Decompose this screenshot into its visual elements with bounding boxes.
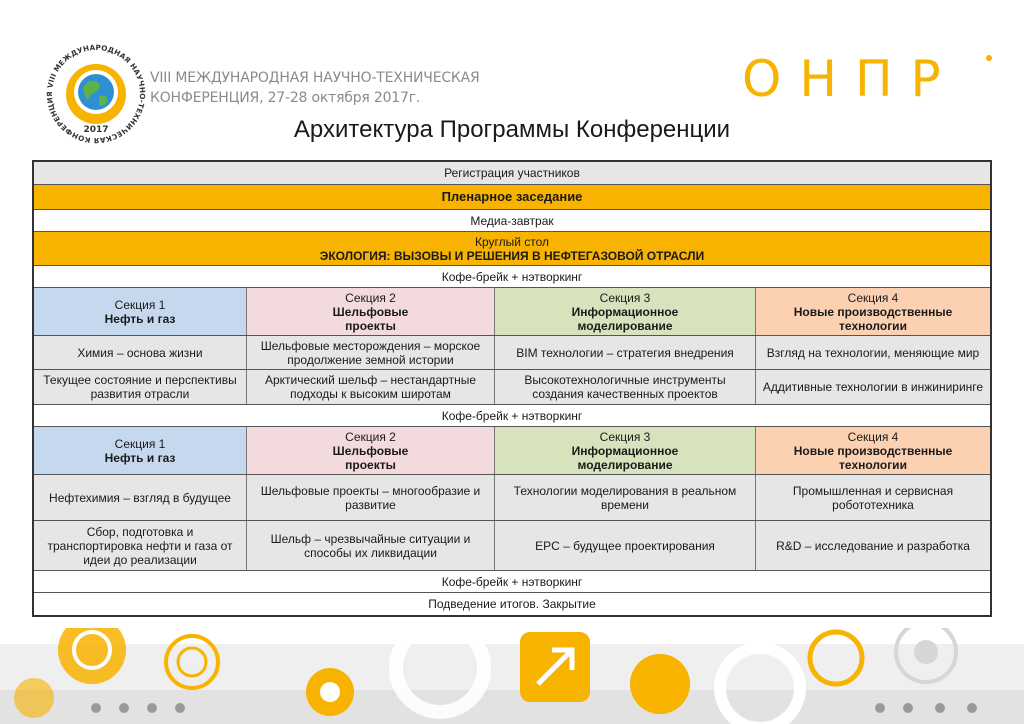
section-label: Секция 3: [599, 429, 651, 444]
section-title: Нефть и газ: [104, 311, 176, 326]
section-title: Информационное моделирование: [571, 443, 679, 472]
session-row: [34, 521, 990, 571]
round-table-label: Круглый стол: [474, 234, 550, 249]
session-cell: Шельфовые месторождения – морское продолжение земной истории: [247, 336, 495, 369]
coffee-break-row: [34, 571, 990, 593]
session-cell: Шельф – чрезвычайные ситуации и способы их ликвидации: [247, 521, 495, 570]
conference-title: [150, 68, 480, 108]
closing-cell: Подведение итогов. Закрытие: [34, 593, 990, 615]
coffee-break-row: [34, 266, 990, 288]
session-row: [34, 336, 990, 370]
media-breakfast-row: [34, 210, 990, 232]
round-table-row: [34, 232, 990, 266]
session-cell: Высокотехнологичные инструменты создания качественных проектов: [495, 370, 756, 404]
registration-cell: Регистрация участников: [34, 162, 990, 184]
section-label: Секция 2: [345, 429, 396, 444]
brand-logo-text: ОНПР: [742, 52, 959, 104]
section-label: Секция 3: [599, 290, 651, 305]
session-cell: BIM технологии – стратегия внедрения: [495, 336, 756, 369]
section-label: Секция 1: [114, 436, 166, 451]
conference-title-line2: КОНФЕРЕНЦИЯ, 27-28 октября 2017г.: [150, 90, 421, 106]
session-cell: EPC – будущее проектирования: [495, 521, 756, 570]
closing-row: [34, 593, 990, 615]
plenary-row: [34, 185, 990, 210]
session-row: [34, 370, 990, 405]
session-cell: Промышленная и сервисная робототехника: [792, 483, 954, 512]
section-3-header: [495, 288, 756, 335]
section-4-header: [756, 288, 990, 335]
round-table-cell: [34, 232, 990, 265]
footer-decoration: [0, 628, 1024, 724]
session-cell: Нефтехимия – взгляд в будущее: [34, 475, 247, 520]
section-label: Секция 4: [847, 290, 899, 305]
sections-header-row: [34, 427, 990, 475]
brand-logo: [742, 52, 994, 104]
session-cell: Сбор, подготовка и транспортировка нефти и газа от идеи до реализации: [34, 521, 247, 570]
session-cell: Текущее состояние и перспективы развития отрасли: [34, 370, 247, 404]
decorative-circle-icon: [14, 678, 54, 718]
coffee-break-cell: Кофе-брейк + нэтворкинг: [34, 571, 990, 592]
coffee-break-cell: Кофе-брейк + нэтворкинг: [34, 266, 990, 287]
logo-year: 2017: [83, 125, 109, 135]
section-title: Шельфовые проекты: [332, 443, 409, 472]
session-row: [34, 475, 990, 521]
session-cell: Химия – основа жизни: [34, 336, 247, 369]
media-breakfast-cell: Медиа-завтрак: [34, 210, 990, 231]
program-table: [32, 160, 992, 617]
round-table-title: ЭКОЛОГИЯ: ВЫЗОВЫ И РЕШЕНИЯ В НЕФТЕГАЗОВОЙ ОТРАСЛИ: [319, 248, 705, 263]
session-cell: Шельфовые проекты – многообразие и развитие: [247, 475, 495, 520]
section-label: Секция 1: [114, 297, 166, 312]
section-title: Информационное моделирование: [571, 304, 679, 333]
conference-title-line1: VIII МЕЖДУНАРОДНАЯ НАУЧНО-ТЕХНИЧЕСКАЯ: [150, 70, 480, 86]
session-cell: Аддитивные технологии в инжиниринге: [762, 380, 984, 394]
sections-header-row: [34, 288, 990, 336]
section-3-header: [495, 427, 756, 474]
page-title: Архитектура Программы Конференции: [293, 116, 731, 143]
coffee-break-row: [34, 405, 990, 427]
section-2-header: [247, 288, 495, 335]
section-title: Новые производственные технологии: [793, 304, 953, 333]
session-cell: Взгляд на технологии, меняющие мир: [766, 345, 980, 360]
plenary-cell: Пленарное заседание: [34, 185, 990, 209]
session-cell: R&D – исследование и разработка: [776, 538, 970, 553]
section-1-header: [34, 427, 247, 474]
session-cell: Технологии моделирования в реальном времени: [495, 475, 756, 520]
registration-row: [34, 162, 990, 185]
session-cell: Арктический шельф – нестандартные подходы к высоким широтам: [247, 370, 495, 404]
section-4-header: [756, 427, 990, 474]
coffee-break-cell: Кофе-брейк + нэтворкинг: [34, 405, 990, 426]
section-title: Новые производственные технологии: [793, 443, 953, 472]
section-label: Секция 4: [847, 429, 899, 444]
decorative-circle-icon: [630, 654, 690, 714]
section-label: Секция 2: [345, 290, 396, 305]
logo-ring-text: VIII МЕЖДУНАРОДНАЯ НАУЧНО-ТЕХНИЧЕСКАЯ КОНФЕРЕНЦИЯ: [44, 42, 148, 146]
section-title: Нефть и газ: [104, 450, 176, 465]
section-1-header: [34, 288, 247, 335]
section-title: Шельфовые проекты: [332, 304, 409, 333]
section-2-header: [247, 427, 495, 474]
